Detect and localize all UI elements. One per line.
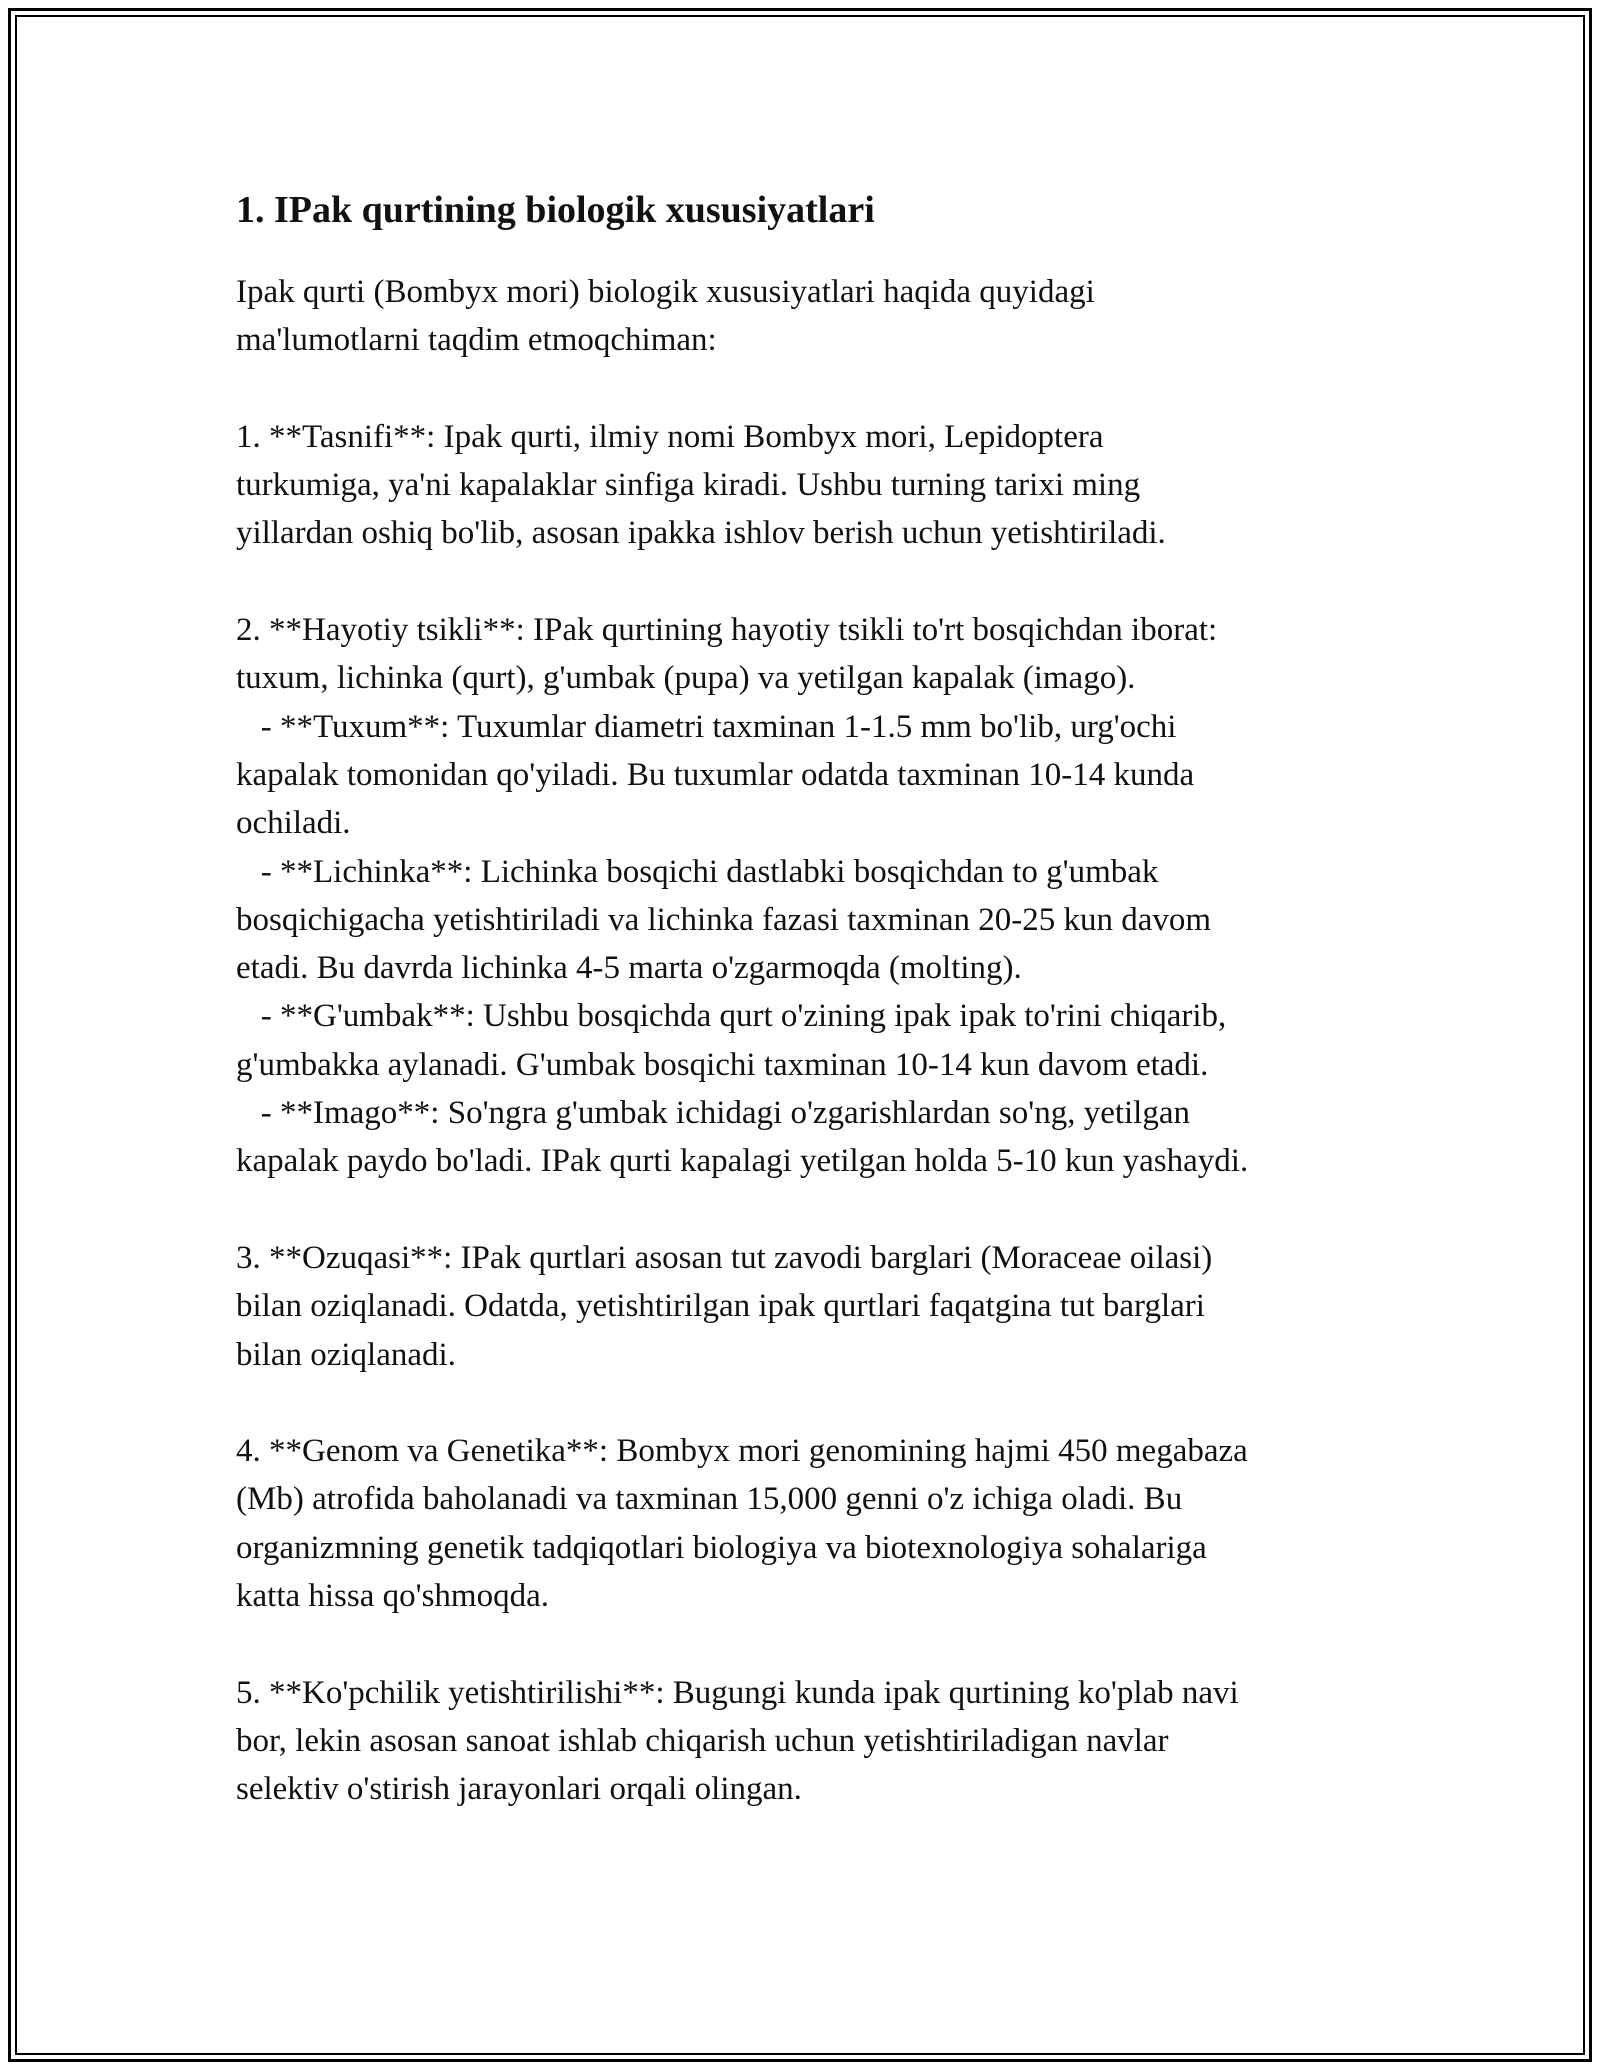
paragraph-gap: [236, 365, 1376, 413]
intro-paragraph: Ipak qurti (Bombyx mori) biologik xususiyatlari haqida quyidagi ma'lumotlarni taqdim etmoqchiman:: [236, 274, 1095, 359]
paragraph-gap: [236, 1379, 1376, 1427]
section-cultivation: 5. **Ko'pchilik yetishtirilishi**: Bugungi kunda ipak qurtining ko'plab navi bor, lekin asosan sanoat ishlab chiqarish uchun yetishtiriladigan navlar selektiv o'stirish jarayonlari orqali olingan.: [236, 1674, 1239, 1808]
section-classification: 1. **Tasnifi**: Ipak qurti, ilmiy nomi Bombyx mori, Lepidoptera turkumiga, ya'ni kapalaklar sinfiga kiradi. Ushbu turning tarixi ming yillardan oshiq bo'lib, asosan ipakka ishlov berish uchun yetishtiriladi.: [236, 418, 1166, 552]
section-genome: 4. **Genom va Genetika**: Bombyx mori genomining hajmi 450 megabaza (Mb) atrofida baholanadi va taxminan 15,000 genni o'z ichiga oladi. Bu organizmning genetik tadqiqotlari biologiya va biotexnologiya sohalariga katta hissa qo'shmoqda.: [236, 1433, 1248, 1615]
paragraph-gap: [236, 1620, 1376, 1668]
section-life-cycle: 2. **Hayotiy tsikli**: IPak qurtining hayotiy tsikli to'rt bosqichdan iborat: tuxum, lichinka (qurt), g'umbak (pupa) va yetilgan kapalak (imago). - **Tuxum**: Tuxumlar diametri taxminan 1-1.5 mm bo'lib, urg'ochi kapalak tomonidan qo'yiladi. Bu tuxumlar odatda taxminan 10-14 kunda ochiladi. - **Lichinka**: Lichinka bosqichi dastlabki bosqichdan to g'umbak bosqichigacha yetishtiriladi va lichinka fazasi taxminan 20-25 kun davom etadi. Bu davrda lichinka 4-5 marta o'zgarmoqda (molting). - **G'umbak**: Ushbu bosqichda qurt o'zining ipak ipak to'rini chiqarib, g'umbakka aylanadi. G'umbak bosqichi taxminan 10-14 kun davom etadi. - **Imago**: So'ngra g'umbak ichidagi o'zgarishlardan so'ng, yetilgan kapalak paydo bo'ladi. IPak qurti kapalagi yetilgan holda 5-10 kun yashaydi.: [236, 612, 1249, 1180]
paragraph-gap: [236, 558, 1376, 606]
section-nutrition: 3. **Ozuqasi**: IPak qurtlari asosan tut zavodi barglari (Moraceae oilasi) bilan oziqlanadi. Odatda, yetishtirilgan ipak qurtlari faqatgina tut barglari bilan oziqlanadi.: [236, 1239, 1213, 1373]
document-body: [236, 186, 1376, 1814]
paragraph-gap: [236, 1186, 1376, 1234]
document-title: 1. IPak qurtining biologik xususiyatlari: [236, 189, 875, 231]
